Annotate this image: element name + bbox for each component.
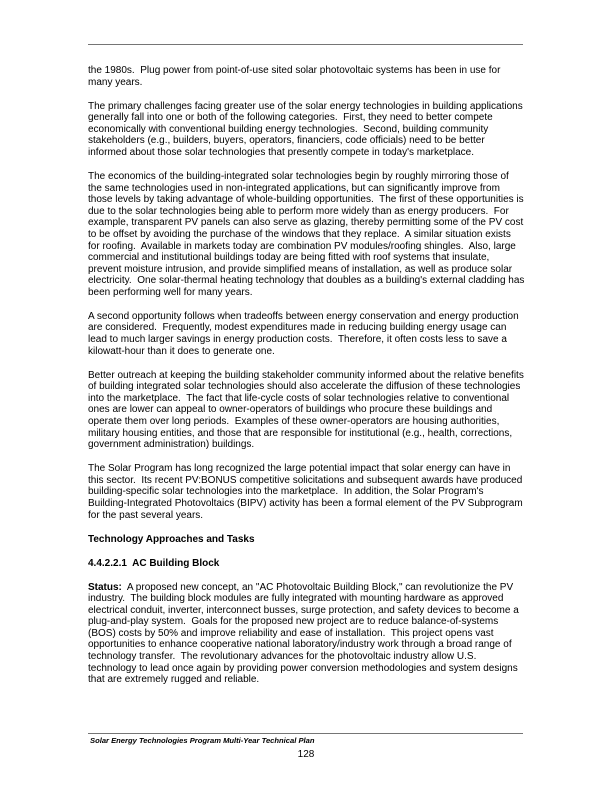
footer-rule [88, 733, 523, 734]
status-paragraph [88, 582, 525, 686]
status-label: Status: [88, 581, 122, 593]
header-rule [88, 44, 523, 45]
page-body [88, 65, 528, 698]
footer-document-title: Solar Energy Technologies Program Multi-Year Technical Plan [90, 736, 315, 745]
body-paragraph-6: The Solar Program has long recognized the large potential impact that solar energy can have in this sector. Its recent PV:BONUS competitive solicitations and subsequent awards have produced building-specific solar technologies into the marketplace. In addition, the Solar Program's Building-Integrated Photovoltaics (BIPV) activity has been a formal element of the PV Subprogram for the past several years. [88, 463, 526, 521]
body-paragraph-5: Better outreach at keeping the building stakeholder community informed about the relative benefits of building integrated solar technologies should also accelerate the diffusion of these technologies into the marketplace. The fact that life-cycle costs of solar technologies relative to conventional ones are lower can appeal to owner-operators of buildings who procure these buildings and operate them over long periods. Examples of these owner-operators are housing authorities, military housing entities, and those that are responsible for institutional (e.g., health, corrections, government administration) buildings. [88, 369, 527, 451]
status-text: A proposed new concept, an "AC Photovoltaic Building Block," can revolutionize the PV industry. The building block modules are fully integrated with mounting hardware as approved electrical conduit, inverter, interconnect busses, surge protection, and safety devices to become a plug-and-play system. Goals for the proposed new project are to reduce balance-of-systems (BOS) costs by 50% and improve reliability and ease of installation. This project opens vast opportunities to enhance cooperative national laboratory/industry work through a broad range of technology transfer. The revolutionary advances for the photovoltaic industry allow U.S. technology to lead once again by providing power conversion methodologies and system designs that are extremely rugged and reliable. [88, 581, 522, 686]
body-paragraph-2: The primary challenges facing greater use of the solar energy technologies in building applications generally fall into one or both of the following categories. First, they need to better compete economically with conventional building energy technologies. Second, building community stakeholders (e.g., builders, buyers, operators, financiers, code officials) need to be better informed about those solar technologies that presently compete in today's marketplace. [88, 100, 526, 158]
body-paragraph-3: The economics of the building-integrated solar technologies begin by roughly mirroring those of the same technologies used in non-integrated applications, but can significantly improve from those levels by taking advantage of whole-building opportunities. The first of these opportunities is due to the solar technologies being able to perform more widely than as energy producers. For example, transparent PV panels can also serve as glazing, thereby permitting some of the PV cost to be offset by avoiding the purchase of the windows that they replace. A similar situation exists for roofing. Available in markets today are combination PV modules/roofing shingles. Also, large commercial and institutional buildings today are being fitted with roof systems that insulate, prevent moisture intrusion, and provide simplified means of installation, as well as produce solar electricity. One solar-thermal heating technology that doubles as a building's external cladding has been performing well for many years. [88, 170, 528, 298]
page-number: 128 [297, 749, 315, 760]
subsection-heading-ac-building-block: 4.4.2.2.1 AC Building Block [88, 557, 220, 569]
section-heading-technology-approaches: Technology Approaches and Tasks [88, 533, 255, 545]
body-paragraph-1: the 1980s. Plug power from point-of-use sited solar photovoltaic systems has been in use for many years. [88, 65, 504, 88]
body-paragraph-4: A second opportunity follows when tradeoffs between energy conservation and energy production are considered. Frequently, modest expenditures made in reducing building energy usage can lead to much larger savings in energy production costs. Therefore, it often costs less to save a kilowatt-hour than it does to generate one. [88, 310, 522, 357]
